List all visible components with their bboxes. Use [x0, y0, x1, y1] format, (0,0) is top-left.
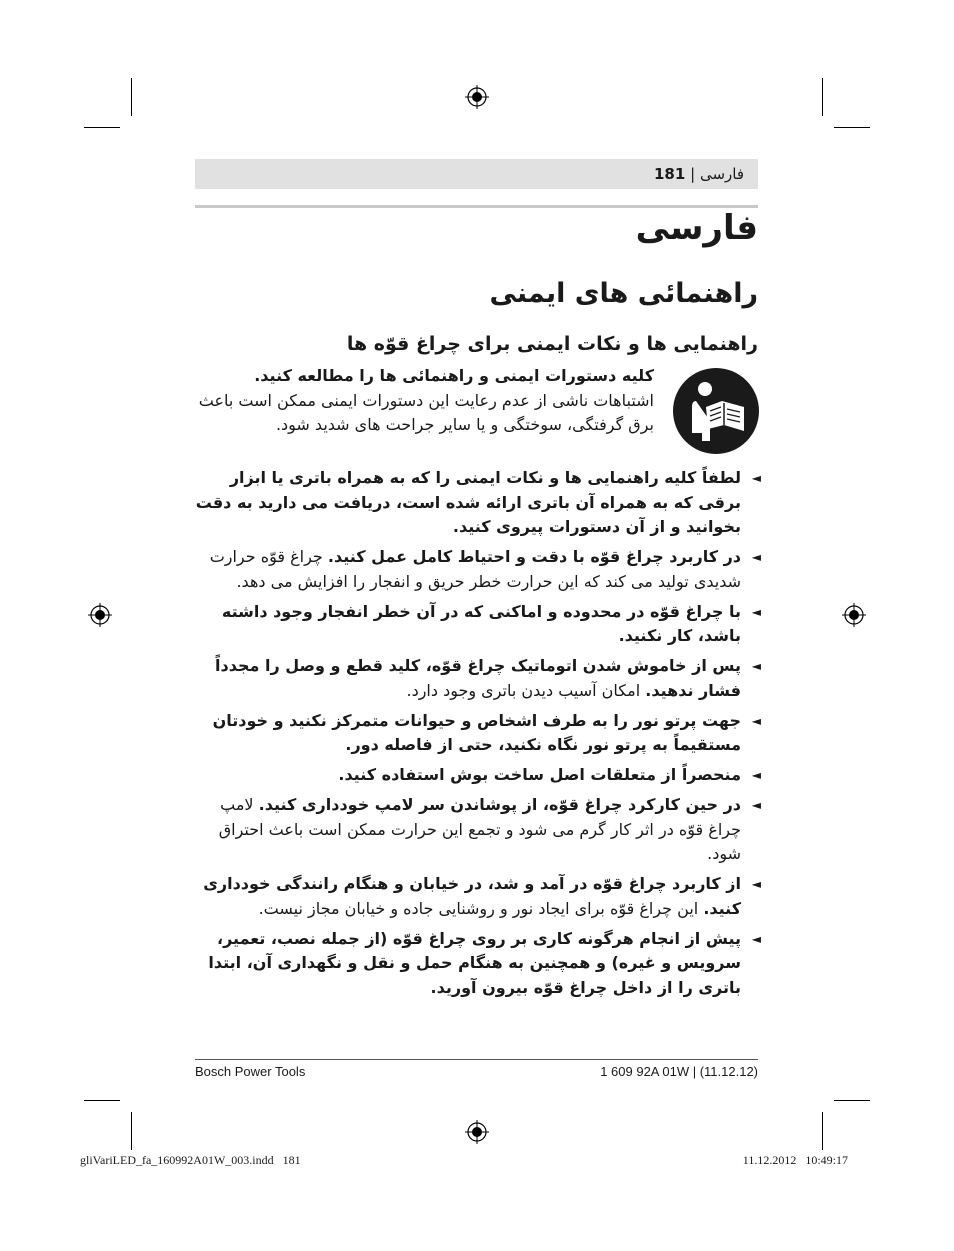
footer-rule — [195, 1059, 758, 1060]
bullet-marker-icon: ◄ — [751, 877, 761, 891]
bullet-marker-icon: ◄ — [751, 768, 761, 782]
registration-mark-icon — [88, 603, 112, 627]
crop-mark — [834, 1100, 870, 1101]
crop-mark — [822, 78, 823, 116]
list-item — [195, 763, 761, 788]
subsection-title: راهنمایی ها و نکات ایمنی برای چراغ قوّه ها — [346, 333, 758, 355]
bullet-bold-text: جهت پرتو نور را به طرف اشخاص و حیوانات متمرکز نکنید و خودتان مستقیماً به پرتو نور نگاه نکنید، حتی از فاصله دور. — [212, 710, 741, 754]
bullet-marker-icon: ◄ — [751, 659, 761, 673]
list-item — [195, 600, 761, 649]
bullet-bold-text: در حین کارکرد چراغ قوّه، از پوشاندن سر لامپ خودداری کنید. — [258, 795, 741, 814]
running-header — [195, 159, 758, 189]
crop-mark — [822, 1112, 823, 1150]
bullet-normal-text: امکان آسیب دیدن باتری وجود دارد. — [406, 680, 646, 700]
slug-datetime: 11.12.2012 10:49:17 — [742, 1153, 848, 1167]
bullet-bold-text: منحصراً از متعلقات اصل ساخت بوش استفاده کنید. — [338, 765, 741, 784]
intro-bold-text: کلیه دستورات ایمنی و راهنمائی ها را مطالعه کنید. — [254, 366, 654, 385]
crop-mark — [834, 127, 870, 128]
bullet-normal-text: این چراغ قوّه برای ایجاد نور و روشنایی جاده و خیابان مجاز نیست. — [258, 898, 704, 918]
page-title: فارسی — [635, 208, 758, 248]
list-item — [195, 872, 761, 921]
bullet-marker-icon: ◄ — [751, 604, 761, 619]
bullet-marker-icon: ◄ — [751, 550, 761, 564]
bullet-bold-text: پس از خاموش شدن اتوماتیک چراغ قوّه، کلید قطع و وصل را مجدداً فشار ندهید. — [215, 656, 741, 700]
intro-normal-text: اشتباهات ناشی از عدم رعایت این دستورات ایمنی ممکن است باعث برق گرفتگی، سوختگی و یا سایر جراحت های شدید شود. — [198, 390, 654, 434]
bullet-bold-text: در کاربرد چراغ قوّه با دقت و احتیاط کامل عمل کنید. — [327, 547, 741, 566]
bullet-bold-text: با چراغ قوّه در محدوده و اماکنی که در آن خطر انفجار وجود داشته باشد، کار نکنید. — [221, 601, 741, 645]
footer-brand: Bosch Power Tools — [195, 1064, 306, 1079]
header-separator: | — [690, 165, 696, 183]
intro-paragraph — [194, 364, 654, 438]
page-number: 181 — [654, 165, 686, 183]
list-item — [195, 654, 761, 703]
list-item — [195, 709, 761, 758]
list-item — [195, 466, 761, 540]
crop-mark — [131, 1112, 132, 1150]
crop-mark — [84, 1100, 120, 1101]
section-title: راهنمائی های ایمنی — [489, 278, 758, 309]
list-item — [195, 545, 761, 594]
safety-bullet-list — [195, 466, 761, 1006]
bullet-normal-text: چراغ قوّه حرارت شدیدی تولید می کند که این حرارت خطر حریق و انفجار را افزایش می دهد. — [209, 547, 741, 591]
bullet-bold-text: لطفاً کلیه راهنمایی ها و نکات ایمنی را که به همراه باتری یا ابزار برقی که به همراه آن باتری ارائه شده است، دریافت می دارید به دقت بخوانید و از آن دستورات پیروی کنید. — [195, 468, 741, 536]
bullet-bold-text: پیش از انجام هرگونه کاری بر روی چراغ قوّه (از جمله نصب، تعمیر، سرویس و غیره) و همچنین به هنگام حمل و نقل و نگهداری آن، ابتدا باتری را از داخل چراغ قوّه بیرون آورید. — [208, 928, 741, 997]
read-manual-icon — [672, 367, 760, 455]
header-language: فارسی — [699, 165, 744, 183]
crop-mark — [84, 127, 120, 128]
registration-mark-icon — [842, 603, 866, 627]
slug-filename: gliVariLED_fa_160992A01W_003.indd 181 — [80, 1153, 301, 1167]
list-item — [195, 927, 761, 1001]
registration-mark-icon — [465, 1120, 489, 1144]
list-item — [195, 793, 761, 867]
bullet-bold-text: از کاربرد چراغ قوّه در آمد و شد، در خیابان و هنگام رانندگی خودداری کنید. — [203, 874, 741, 918]
bullet-marker-icon: ◄ — [751, 471, 761, 485]
bullet-marker-icon: ◄ — [751, 798, 761, 812]
bullet-normal-text: لامپ چراغ قوّه در اثر کار گرم می شود و تجمع این حرارت ممکن است باعث احتراق شود. — [218, 795, 741, 863]
bullet-marker-icon: ◄ — [751, 713, 761, 728]
bullet-marker-icon: ◄ — [751, 931, 761, 946]
footer-doc-number: 1 609 92A 01W | (11.12.12) — [600, 1064, 758, 1079]
registration-mark-icon — [465, 85, 489, 109]
crop-mark — [131, 78, 132, 116]
